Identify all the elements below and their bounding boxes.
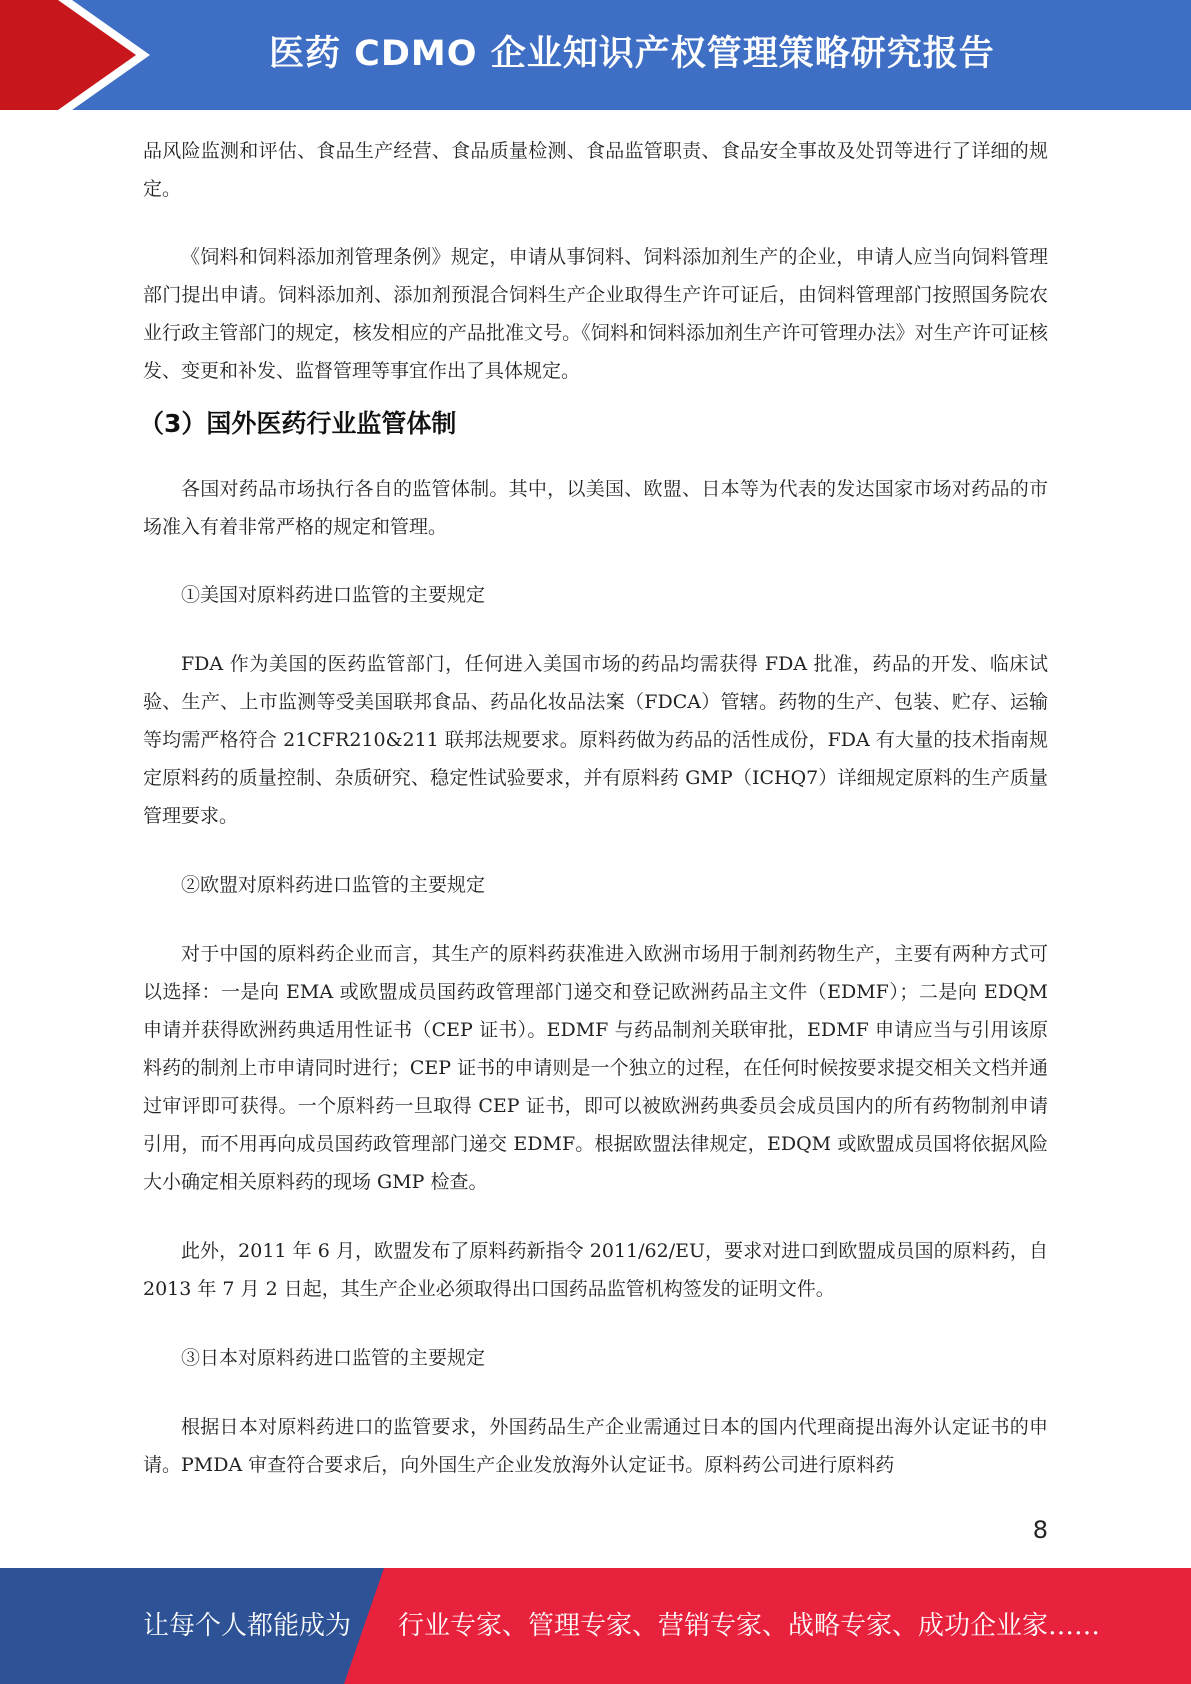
footer-slogan-right: 行业专家、管理专家、营销专家、战略专家、成功企业家……	[398, 1611, 1101, 1641]
paragraph-feed-regulation: 《饲料和饲料添加剂管理条例》规定，申请从事饲料、饲料添加剂生产的企业，申请人应当向饲料管理部门提出申请。饲料添加剂、添加剂预混合饲料生产企业取得生产许可证后，由饲料管理部门按照国务院农业行政主管部门的规定，核发相应的产品批准文号。《饲料和饲料添加剂生产许可管理办法》对生产许可证核发、变更和补发、监督管理等事宜作出了具体规定。	[143, 246, 1048, 382]
report-title: 医药 CDMO 企业知识产权管理策略研究报告	[269, 34, 995, 74]
footer-slogan-left: 让每个人都能成为	[143, 1611, 352, 1641]
page-number: 8	[1032, 1516, 1048, 1544]
paragraph-japan-pmda: 根据日本对原料药进口的监管要求，外国药品生产企业需通过日本的国内代理商提出海外认定证书的申请。PMDA 审查符合要求后，向外国生产企业发放海外认定证书。原料药公司进行原料药	[143, 1416, 1048, 1476]
paragraph-eu-edmf-cep: 对于中国的原料药企业而言，其生产的原料药获准进入欧洲市场用于制剂药物生产，主要有两种方式可以选择：一是向 EMA 或欧盟成员国药政管理部门递交和登记欧洲药品主文件（EDMF）；二是向 EDQM 申请并获得欧洲药典适用性证书（CEP 证书）。EDMF 与药品制剂关联审批，EDMF 申请应当与引用该原料药的制剂上市申请同时进行；CEP 证书的申请则是一个独立的过程，在任何时候按要求提交相关文档并通过审评即可获得。一个原料药一旦取得 CEP 证书，即可以被欧洲药典委员会成员国内的所有药物制剂申请引用，而不用再向成员国药政管理部门递交 EDMF。根据欧盟法律规定，EDQM 或欧盟成员国将依据风险大小确定相关原料药的现场 GMP 检查。	[143, 943, 1048, 1193]
paragraph-usa-fda: FDA 作为美国的医药监管部门，任何进入美国市场的药品均需获得 FDA 批准，药品的开发、临床试验、生产、上市监测等受美国联邦食品、药品化妆品法案（FDCA）管辖。药物的生产、包装、贮存、运输等均需严格符合 21CFR210&211 联邦法规要求。原料药做为药品的活性成份，FDA 有大量的技术指南规定原料药的质量控制、杂质研究、稳定性试验要求，并有原料药 GMP（ICHQ7）详细规定原料的生产质量管理要求。	[143, 653, 1048, 827]
subheading-usa: ①美国对原料药进口监管的主要规定	[181, 584, 486, 606]
page-header	[0, 0, 1191, 110]
subheading-eu: ②欧盟对原料药进口监管的主要规定	[181, 874, 486, 896]
header-arrow-decoration	[0, 0, 160, 110]
subheading-japan: ③日本对原料药进口监管的主要规定	[181, 1347, 486, 1369]
paragraph-eu-directive: 此外，2011 年 6 月，欧盟发布了原料药新指令 2011/62/EU，要求对进口到欧盟成员国的原料药，自 2013 年 7 月 2 日起，其生产企业必须取得出口国药品监管机构签发的证明文件。	[143, 1240, 1048, 1300]
paragraph-food-safety: 品风险监测和评估、食品生产经营、食品质量检测、食品监管职责、食品安全事故及处罚等进行了详细的规定。	[143, 140, 1048, 200]
section-heading: （3）国外医药行业监管体制	[139, 409, 457, 438]
page-content	[139, 132, 1048, 1484]
paragraph-overview: 各国对药品市场执行各自的监管体制。其中，以美国、欧盟、日本等为代表的发达国家市场对药品的市场准入有着非常严格的规定和管理。	[143, 478, 1048, 538]
page-footer	[0, 1568, 1191, 1684]
